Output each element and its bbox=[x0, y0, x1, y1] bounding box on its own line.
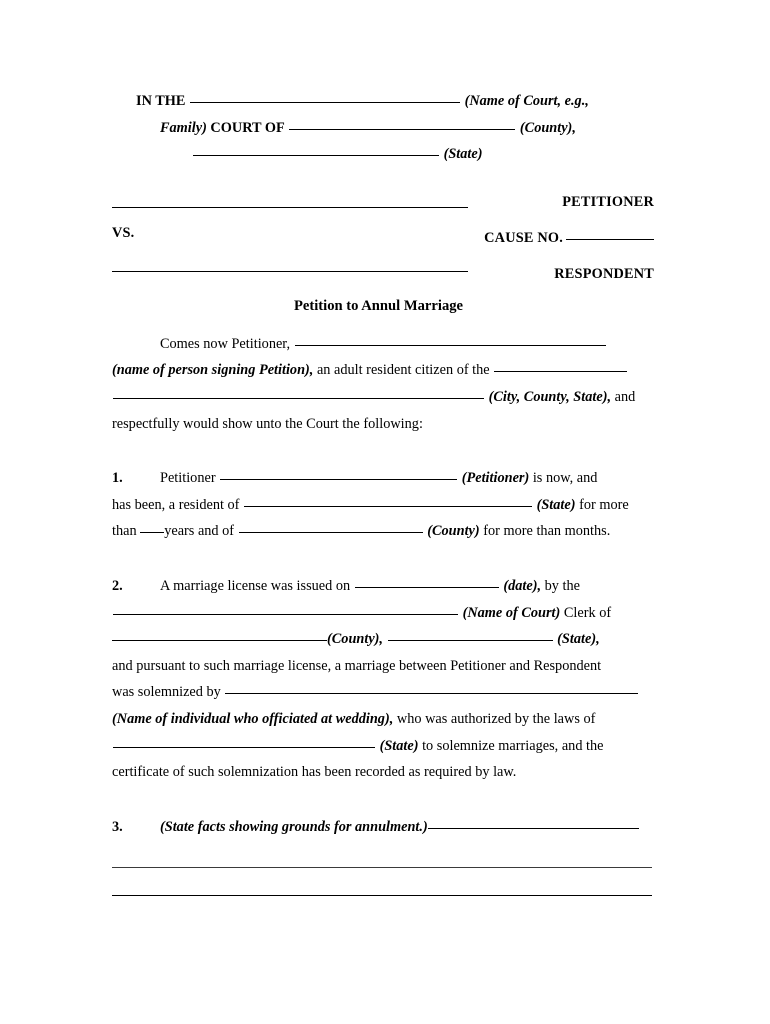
item-2-authorized-text: who was authorized by the laws of bbox=[396, 710, 596, 727]
item-2-line-5 bbox=[112, 679, 653, 706]
residence-blank-a[interactable] bbox=[494, 358, 627, 372]
petitioner-label: PETITIONER bbox=[562, 193, 654, 210]
item-2-court-blank[interactable] bbox=[113, 600, 458, 614]
item-1-line-3-tail: for more than months. bbox=[483, 523, 611, 540]
document-body bbox=[112, 88, 653, 896]
family-hint: Family) bbox=[160, 119, 207, 136]
item-2-line-8: certificate of such solemnization has been recorded as required by law. bbox=[112, 764, 517, 781]
item-1-than-text: than bbox=[112, 523, 137, 540]
item-2-date-hint: (date), bbox=[503, 577, 542, 594]
item-2-line-2 bbox=[112, 600, 653, 627]
court-of-blank[interactable] bbox=[289, 115, 515, 129]
comes-now-text: Comes now Petitioner, bbox=[160, 335, 291, 352]
item-2-laws-state-blank[interactable] bbox=[113, 733, 375, 747]
item-2-state-hint: (State), bbox=[557, 631, 600, 648]
item-2-line-7 bbox=[112, 733, 653, 760]
item-1-number: 1. bbox=[112, 470, 123, 487]
item-1-line-2 bbox=[112, 492, 653, 519]
item-3-grounds-hint: (State facts showing grounds for annulment.) bbox=[160, 818, 428, 835]
item-1-years-text: years and of bbox=[164, 523, 235, 540]
preamble-line-2 bbox=[112, 357, 653, 384]
in-the-label: IN THE bbox=[136, 93, 186, 109]
item-3-number: 3. bbox=[112, 818, 123, 835]
item-2-officiant-blank[interactable] bbox=[225, 680, 638, 694]
item-1-line-1 bbox=[112, 465, 653, 492]
cause-no-label: CAUSE NO. bbox=[484, 229, 563, 246]
preamble-paragraph bbox=[112, 331, 653, 437]
item-3-paragraph bbox=[112, 814, 653, 897]
item-2-clerk-text: Clerk of bbox=[563, 604, 612, 621]
item-1-petitioner-hint: (Petitioner) bbox=[461, 470, 530, 487]
court-header-line-2: Family) COURT OF (County), bbox=[112, 115, 653, 142]
court-name-blank[interactable] bbox=[190, 89, 460, 103]
item-2-line-3 bbox=[112, 626, 653, 653]
court-header-block bbox=[112, 88, 653, 168]
item-1-resident-text: has been, a resident of bbox=[112, 496, 240, 513]
item-3-grounds-blank-3[interactable] bbox=[112, 895, 652, 896]
item-1-petitioner-label: Petitioner bbox=[160, 470, 216, 487]
item-2-date-blank[interactable] bbox=[355, 574, 499, 588]
item-2-laws-state-hint: (State) bbox=[379, 737, 419, 754]
preamble-and: and bbox=[614, 388, 636, 405]
item-3-line-1 bbox=[112, 814, 653, 841]
item-2-officiant-hint: (Name of individual who officiated at wedding), bbox=[112, 710, 394, 727]
resident-citizen-text: an adult resident citizen of the bbox=[316, 362, 490, 379]
vs-label: VS. bbox=[112, 224, 135, 241]
item-1-county-hint: (County) bbox=[427, 523, 480, 540]
caption-block bbox=[112, 190, 653, 282]
cause-no-blank[interactable] bbox=[566, 226, 654, 240]
item-1-line-1-tail: is now, and bbox=[532, 470, 598, 487]
item-2-paragraph bbox=[112, 573, 653, 786]
item-1-line-3 bbox=[112, 518, 653, 545]
state-blank[interactable] bbox=[193, 142, 439, 156]
item-1-years-blank[interactable] bbox=[140, 519, 164, 533]
page-title: Petition to Annul Marriage bbox=[293, 297, 464, 314]
item-1-line-2-tail: for more bbox=[579, 496, 629, 513]
item-1-state-hint: (State) bbox=[536, 496, 576, 513]
preamble-line-4: respectfully would show unto the Court the following: bbox=[112, 415, 423, 432]
item-2-line-1-tail: by the bbox=[544, 577, 580, 594]
item-2-line-4: and pursuant to such marriage license, a marriage between Petitioner and Respondent bbox=[112, 657, 602, 674]
respondent-label: RESPONDENT bbox=[554, 265, 654, 282]
item-2-county-hint: (County), bbox=[327, 631, 384, 648]
item-2-line-7-tail: to solemnize marriages, and the bbox=[422, 737, 604, 754]
petitioner-signer-blank[interactable] bbox=[295, 332, 606, 346]
item-1-paragraph bbox=[112, 465, 653, 545]
item-2-license-text: A marriage license was issued on bbox=[160, 577, 351, 594]
item-2-number: 2. bbox=[112, 577, 123, 594]
name-of-signer-hint: (name of person signing Petition), bbox=[112, 362, 314, 379]
item-1-petitioner-blank[interactable] bbox=[220, 466, 457, 480]
residence-blank-b[interactable] bbox=[113, 385, 484, 399]
item-2-line-1 bbox=[112, 573, 653, 600]
caption-right-column bbox=[354, 190, 654, 287]
county-hint: (County), bbox=[519, 119, 576, 136]
item-2-county-blank[interactable] bbox=[112, 627, 327, 641]
item-1-county-blank[interactable] bbox=[239, 519, 423, 533]
city-county-state-hint: (City, County, State), bbox=[488, 388, 612, 405]
cause-no-row bbox=[354, 226, 654, 251]
preamble-line-1 bbox=[112, 331, 653, 358]
item-1-state-blank[interactable] bbox=[244, 493, 532, 507]
court-header-line-1 bbox=[112, 88, 653, 115]
item-2-solemnized-text: was solemnized by bbox=[112, 684, 221, 701]
item-2-court-hint: (Name of Court) bbox=[462, 604, 561, 621]
name-of-court-hint: (Name of Court, e.g., bbox=[464, 93, 589, 109]
court-header-line-3 bbox=[112, 141, 653, 168]
item-2-line-6 bbox=[112, 706, 653, 733]
item-3-grounds-blank-1[interactable] bbox=[428, 815, 639, 829]
item-3-grounds-blank-2[interactable] bbox=[112, 867, 652, 868]
preamble-line-3 bbox=[112, 384, 653, 411]
item-2-state-blank[interactable] bbox=[388, 627, 553, 641]
state-hint: (State) bbox=[443, 146, 483, 163]
